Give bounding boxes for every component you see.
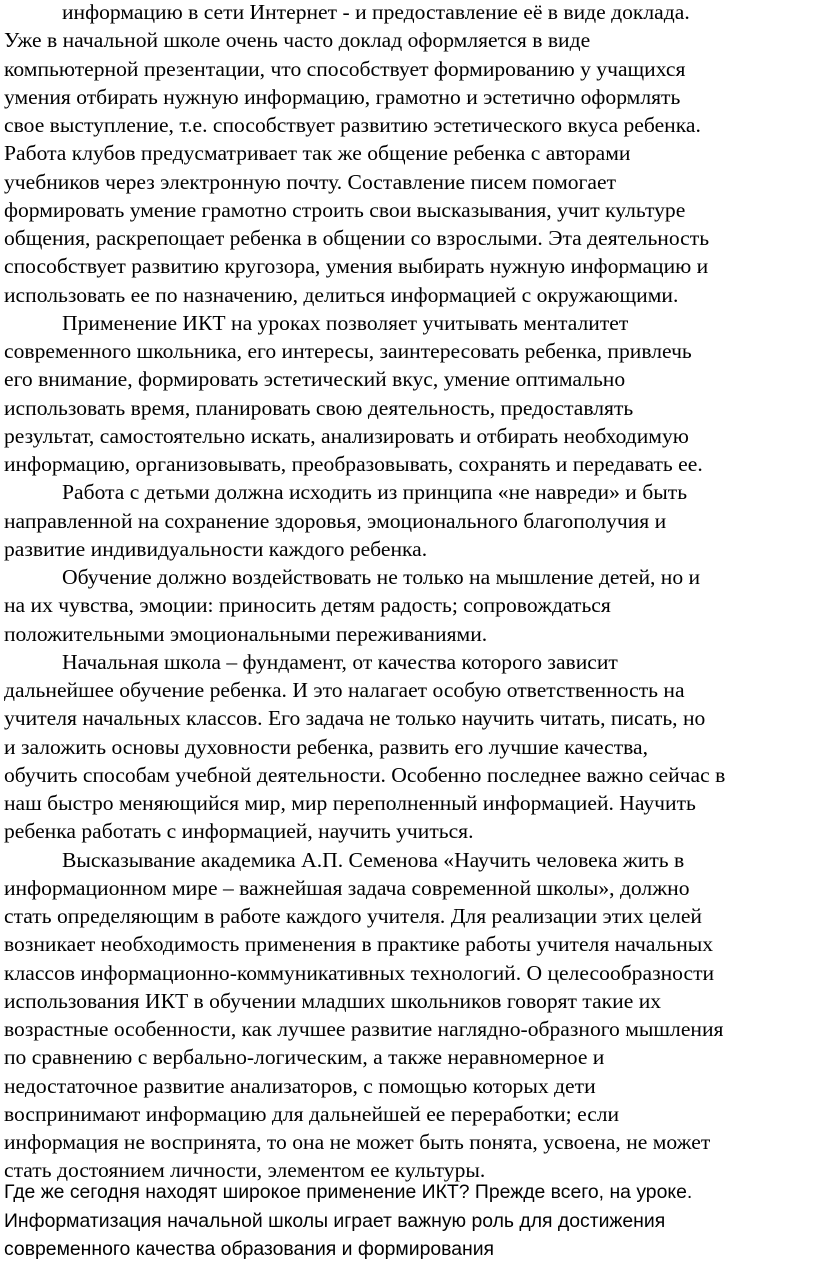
text-line: информацию, организовывать, преобразовывать, сохранять и передавать ее. bbox=[4, 452, 703, 476]
text-line: Информатизация начальной школы играет важную роль для достижения bbox=[4, 1209, 666, 1232]
text-line: современного школьника, его интересы, заинтересовать ребенка, привлечь bbox=[4, 339, 692, 363]
document-body-continuation bbox=[4, 1178, 814, 1264]
text-line: использовать ее по назначению, делиться информацией с окружающими. bbox=[4, 282, 679, 307]
text-line: Где же сегодня находят широкое применение ИКТ? Прежде всего, на уроке. bbox=[4, 1181, 693, 1203]
text-line: наш быстро меняющийся мир, мир переполненный информацией. Научить bbox=[4, 791, 696, 815]
text-line: умения отбирать нужную информацию, грамотно и эстетично оформлять bbox=[4, 84, 681, 109]
text-line: классов информационно-коммуникативных технологий. О целесообразности bbox=[4, 960, 715, 985]
text-line: дальнейшее обучение ребенка. И это налагает особую ответственность на bbox=[4, 678, 685, 702]
text-line: положительными эмоциональными переживаниями. bbox=[4, 621, 488, 646]
text-line: Работа клубов предусматривает так же общение ребенка с авторами bbox=[4, 141, 631, 166]
text-line: стать определяющим в работе каждого учителя. Для реализации этих целей bbox=[4, 904, 702, 928]
text-line: Работа с детьми должна исходить из принципа «не навреди» и быть bbox=[62, 480, 688, 505]
document-body bbox=[4, 0, 814, 1185]
text-line: по сравнению с вербально-логическим, а также неравномерное и bbox=[4, 1045, 605, 1070]
text-line: результат, самостоятельно искать, анализировать и отбирать необходимую bbox=[4, 423, 689, 448]
text-line: на их чувства, эмоции: приносить детям радость; сопровождаться bbox=[4, 593, 611, 618]
text-line: воспринимают информацию для дальнейшей ее переработки; если bbox=[4, 1101, 620, 1126]
text-line: ребенка работать с информацией, научить учиться. bbox=[4, 819, 474, 844]
text-line: Применение ИКТ на уроках позволяет учитывать менталитет bbox=[62, 310, 629, 335]
text-line: учителя начальных классов. Его задача не только научить читать, писать, но bbox=[4, 706, 706, 731]
text-line: обучить способам учебной деятельности. Особенно последнее важно сейчас в bbox=[4, 762, 726, 787]
text-line: способствует развитию кругозора, умения выбирать нужную информацию и bbox=[4, 254, 709, 279]
text-line: развитие индивидуальности каждого ребенка. bbox=[4, 536, 428, 561]
text-line: использования ИКТ в обучении младших школьников говорят такие их bbox=[4, 988, 662, 1013]
text-line: свое выступление, т.е. способствует развитию эстетического вкуса ребенка. bbox=[4, 113, 701, 137]
text-line: общения, раскрепощает ребенка в общении со взрослыми. Эта деятельность bbox=[4, 226, 710, 250]
text-line: учебников через электронную почту. Составление писем помогает bbox=[4, 169, 617, 194]
text-line: и заложить основы духовности ребенка, развить его лучшие качества, bbox=[4, 734, 649, 759]
text-line: информационном мире – важнейшая задача современной школы», должно bbox=[4, 875, 690, 900]
text-line: информация не воспринята, то она не может быть понята, усвоена, не может bbox=[4, 1130, 711, 1154]
text-line: информацию в сети Интернет - и предоставление её в виде доклада. bbox=[62, 0, 690, 24]
text-line: современного качества образования и формирования bbox=[4, 1238, 495, 1260]
text-line: формировать умение грамотно строить свои высказывания, учит культуре bbox=[4, 197, 686, 222]
text-line: недостаточное развитие анализаторов, с помощью которых дети bbox=[4, 1073, 596, 1098]
text-line: использовать время, планировать свою деятельность, предоставлять bbox=[4, 395, 634, 420]
text-line: возникает необходимость применения в практике работы учителя начальных bbox=[4, 932, 714, 957]
text-line: стать достоянием личности, элементом ее культуры. bbox=[4, 1158, 486, 1183]
text-line: направленной на сохранение здоровья, эмоционального благополучия и bbox=[4, 508, 667, 533]
text-line: возрастные особенности, как лучшее развитие наглядно-образного мышления bbox=[4, 1017, 724, 1041]
text-line: Обучение должно воздействовать не только на мышление детей, но и bbox=[62, 565, 701, 589]
text-line: его внимание, формировать эстетический вкус, умение оптимально bbox=[4, 367, 626, 392]
text-line: Уже в начальной школе очень часто доклад оформляется в виде bbox=[4, 28, 591, 53]
text-line: компьютерной презентации, что способствует формированию у учащихся bbox=[4, 56, 686, 81]
text-line: Начальная школа – фундамент, от качества которого зависит bbox=[62, 649, 618, 674]
text-line: Высказывание академика А.П. Семенова «Научить человека жить в bbox=[62, 847, 685, 872]
